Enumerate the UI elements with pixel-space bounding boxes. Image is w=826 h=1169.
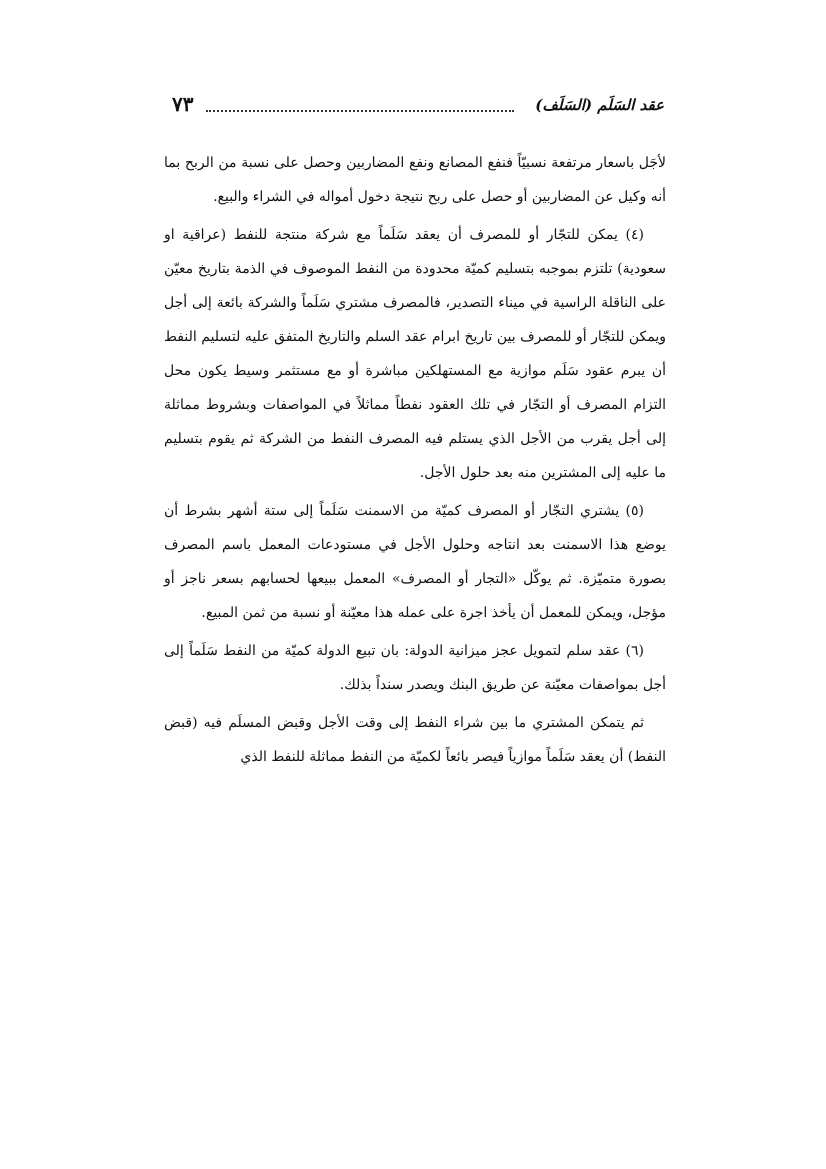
paragraph-item-4: (٤) يمكن للتجّار أو للمصرف أن يعقد سَلَماً مع شركة منتجة للنفط (عراقية او سعودية) تلتزم بموجبه بتسليم كميّة محدودة من النفط الموصوف في الذمة بتاريخ معيّن على الناقلة الراسية في ميناء التصدير، فالمصرف مشتري سَلَماً والشركة بائعة إلى أجل ويمكن للتجّار أو للمصرف بين تاريخ ابرام عقد السلم والتاريخ المتفق عليه لتسليم النفط أن يبرم عقود سَلَم موازية مع المستهلكين مباشرة أو مع مستثمر وسيط يكون محل التزام المصرف أو التجّار في تلك العقود نفطاً مماثلاً في المواصفات وبشروط مماثلة إلى أجل يقرب من الأجل الذي يستلم فيه المصرف النفط من الشركة ثم يقوم بتسليم ما عليه إلى المشترين منه بعد حلول الأجل. bbox=[164, 227, 666, 481]
page-number: ٧٣ bbox=[172, 92, 194, 116]
paragraph-continuation: لأجَل باسعار مرتفعة نسبيّاً فنفع المصانع ونفع المضاربين وحصل على نسبة من الربح بما أنه وكيل عن المضاربين أو حصل على ربح نتيجة دخول أمواله في الشراء والبيع. bbox=[164, 155, 666, 205]
paragraph-final: ثم يتمكن المشتري ما بين شراء النفط إلى وقت الأجل وقبض المسلَم فيه (قبض النفط) أن يعقد سَلَماً موازياً فيصر بائعاً لكميّة من النفط مماثلة للنفط الذي bbox=[164, 715, 666, 765]
dot-leader bbox=[206, 110, 514, 112]
paragraph-item-5: (٥) يشتري التجّار أو المصرف كميّة من الاسمنت سَلَماً إلى ستة أشهر بشرط أن يوضع هذا الاسمنت بعد انتاجه وحلول الأجل في مستودعات المعمل باسم المصرف بصورة متميّزة. ثم يوكّل «التجار أو المصرف» المعمل ببيعها لحسابهم بسعر ناجز أو مؤجل، ويمكن للمعمل أن يأخذ اجرة على عمله هذا معيّنة أو نسبة من ثمن المبيع. bbox=[164, 503, 666, 621]
running-header bbox=[172, 92, 664, 122]
paragraph-item-6: (٦) عقد سلم لتمويل عجز ميزانية الدولة: بان تبيع الدولة كميّة من النفط سَلَماً إلى أجل بمواصفات معيّنة عن طريق البنك ويصدر سنداً بذلك. bbox=[164, 643, 666, 693]
body-text bbox=[164, 146, 666, 778]
running-title: عقد السَلَم (السَلَف) bbox=[535, 96, 664, 114]
